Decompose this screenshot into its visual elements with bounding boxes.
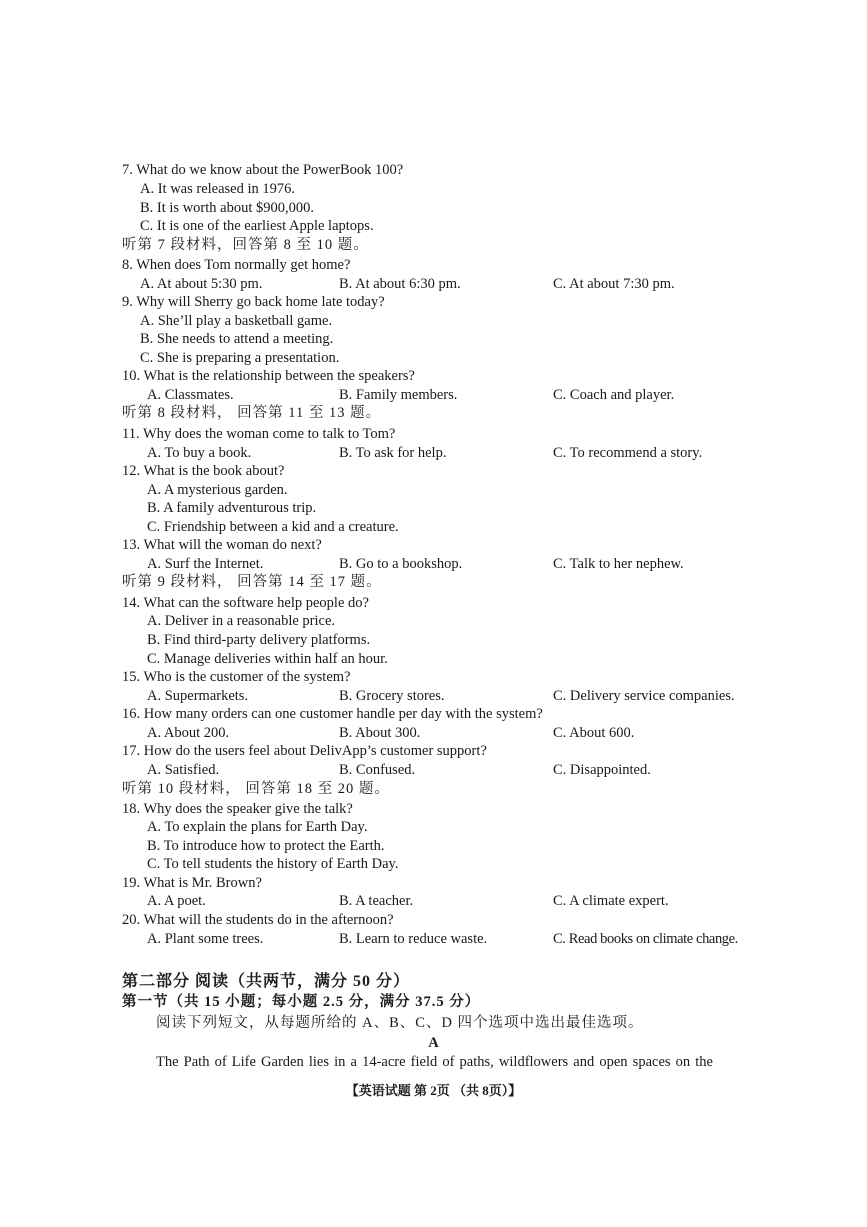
passage-label: A: [428, 1035, 439, 1051]
option-c: C. It is one of the earliest Apple laptops.: [140, 218, 374, 234]
option-a: A. Satisfied.: [147, 762, 220, 778]
option-a: A. Supermarkets.: [147, 688, 249, 704]
reading-instruction: 阅读下列短文，从每题所给的 A、B、C、D 四个选项中选出最佳选项。: [156, 1015, 644, 1031]
page-footer: 【英语试题 第 2页 （共 8页）】: [345, 1083, 522, 1098]
option-b: B. Find third-party delivery platforms.: [147, 632, 371, 648]
option-c: C. Manage deliveries within half an hour.: [147, 651, 388, 667]
option-b: B. To ask for help.: [339, 445, 447, 461]
section-instruction: 听第 9 段材料， 回答第 14 至 17 题。: [122, 574, 382, 590]
option-c: C. About 600.: [553, 725, 635, 741]
option-a: A. A mysterious garden.: [147, 482, 288, 498]
option-a: A. She’ll play a basketball game.: [140, 313, 333, 329]
question-stem: 15. Who is the customer of the system?: [122, 669, 351, 685]
section-instruction: 听第 7 段材料，回答第 8 至 10 题。: [122, 237, 369, 253]
option-a: A. It was released in 1976.: [140, 181, 296, 197]
question-stem: 7. What do we know about the PowerBook 100?: [122, 162, 404, 178]
option-b: B. To introduce how to protect the Earth.: [147, 838, 385, 854]
option-b: B. She needs to attend a meeting.: [140, 331, 334, 347]
option-a: A. Plant some trees.: [147, 931, 264, 947]
option-a: A. Deliver in a reasonable price.: [147, 613, 336, 629]
section-one-title: 第一节（共 15 小题；每小题 2.5 分，满分 37.5 分）: [122, 994, 481, 1010]
option-a: A. A poet.: [147, 893, 206, 909]
option-c: C. She is preparing a presentation.: [140, 350, 340, 366]
passage-text: The Path of Life Garden lies in a 14-acre field of paths, wildflowers and open spaces on the: [156, 1054, 713, 1070]
question-stem: 18. Why does the speaker give the talk?: [122, 801, 353, 817]
question-stem: 14. What can the software help people do?: [122, 595, 369, 611]
option-c: C. Delivery service companies.: [553, 688, 735, 704]
question-stem: 16. How many orders can one customer handle per day with the system?: [122, 706, 543, 722]
option-c: C. Talk to her nephew.: [553, 556, 684, 572]
option-c: C. Friendship between a kid and a creature.: [147, 519, 399, 535]
option-a: A. About 200.: [147, 725, 230, 741]
question-stem: 19. What is Mr. Brown?: [122, 875, 262, 891]
question-stem: 10. What is the relationship between the speakers?: [122, 368, 415, 384]
option-c: C. To recommend a story.: [553, 445, 703, 461]
option-b: B. Family members.: [339, 387, 458, 403]
option-b: B. It is worth about $900,000.: [140, 200, 314, 216]
section-instruction: 听第 10 段材料， 回答第 18 至 20 题。: [122, 781, 390, 797]
option-b: B. A family adventurous trip.: [147, 500, 317, 516]
option-b: B. At about 6:30 pm.: [339, 276, 461, 292]
question-stem: 8. When does Tom normally get home?: [122, 257, 351, 273]
option-b: B. Grocery stores.: [339, 688, 445, 704]
option-a: A. To explain the plans for Earth Day.: [147, 819, 368, 835]
option-a: A. Surf the Internet.: [147, 556, 264, 572]
option-b: B. A teacher.: [339, 893, 414, 909]
option-b: B. Go to a bookshop.: [339, 556, 463, 572]
question-stem: 13. What will the woman do next?: [122, 537, 322, 553]
question-stem: 11. Why does the woman come to talk to Tom?: [122, 426, 396, 442]
option-c: C. A climate expert.: [553, 893, 669, 909]
option-b: B. About 300.: [339, 725, 421, 741]
option-c: C. Disappointed.: [553, 762, 651, 778]
option-c: C. To tell students the history of Earth Day.: [147, 856, 399, 872]
question-stem: 12. What is the book about?: [122, 463, 285, 479]
option-a: A. To buy a book.: [147, 445, 252, 461]
option-c: C. At about 7:30 pm.: [553, 276, 675, 292]
question-stem: 17. How do the users feel about DelivApp’s customer support?: [122, 743, 487, 759]
option-a: A. At about 5:30 pm.: [140, 276, 263, 292]
option-c: C. Coach and player.: [553, 387, 675, 403]
option-a: A. Classmates.: [147, 387, 234, 403]
option-b: B. Learn to reduce waste.: [339, 931, 488, 947]
section-instruction: 听第 8 段材料， 回答第 11 至 13 题。: [122, 405, 382, 421]
part-two-title: 第二部分 阅读（共两节，满分 50 分）: [122, 973, 411, 990]
question-stem: 9. Why will Sherry go back home late today?: [122, 294, 385, 310]
option-b: B. Confused.: [339, 762, 416, 778]
question-stem: 20. What will the students do in the afternoon?: [122, 912, 394, 928]
option-c: C. Read books on climate change.: [553, 931, 738, 947]
